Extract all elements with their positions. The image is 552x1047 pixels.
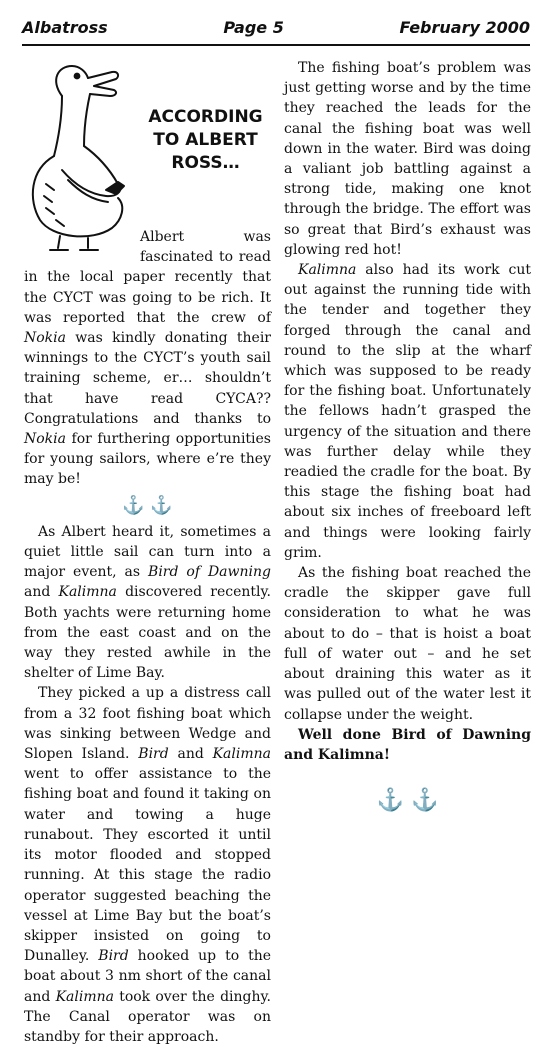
left-column <box>24 60 271 1047</box>
boat-name: Kalimna <box>212 746 271 763</box>
article-title: ACCORDING TO ALBERT ROSS… <box>148 107 263 173</box>
albatross-illustration <box>22 60 134 252</box>
closing-line: Well done Bird of Dawning and Kalimna! <box>284 726 531 763</box>
intro-paragraph <box>24 227 271 490</box>
text-run: hooked up to the boat about 3 nm short of the canal and <box>24 948 271 1005</box>
paragraph-4: The fishing boat’s problem was just getting worse and by the time they reached the leads for the canal the fishing boat was well down in the water. Bird was doing a valiant job battling against a strong tide, making one knot through the bridge. The effort was so great that Bird’s exhaust was glowing red hot! <box>284 60 531 258</box>
boat-name: Kalimna <box>58 584 117 601</box>
text-run: discovered recently. Both yachts were returning home from the east coast and on the way they rested awhile in the shelter of Lime Bay. <box>24 584 271 682</box>
paragraph-6: As the fishing boat reached the cradle the skipper gave full consideration to what he was about to do – that is hoist a boat full of water out – and he set about draining this water as it was pulled out of the water lest it collapse under the weight. <box>284 565 531 723</box>
paragraph-2 <box>24 522 271 684</box>
boat-name: Nokia <box>24 431 66 448</box>
boat-name: Kalimna <box>298 262 357 279</box>
text-run: went to offer assistance to the fishing boat and found it taking on water and towing a huge runabout. They escorted it until its motor flooded and stopped running. At this stage the radio operator suggested beaching the vessel at Lime Bay but the boat’s skipper insisted on going to Dunalley. <box>24 766 271 965</box>
text-run: As Albert heard it, sometimes a quiet little sail can turn into a major event, as <box>24 523 271 581</box>
newsletter-name: Albatross <box>22 18 108 37</box>
header-rule <box>22 44 530 46</box>
boat-name: Bird of Dawning <box>148 564 271 581</box>
text-run: also had its work cut out against the running tide with the tender and together they forged through the canal and round to the slip at the wharf which was supposed to be ready for the fishing boat. Unfortunately the fellows hadn’t grasped the urgency of the situation and there was further delay while they readied the cradle for the boat. By this stage the fishing boat had about six inches of freeboard left and things were looking fairly grim. <box>284 262 531 561</box>
text-run: They picked a up a distress call from a 32 foot fishing boat which was sinking between Wedge and Slopen Island. <box>24 685 271 763</box>
page-number: Page 5 <box>223 18 284 37</box>
paragraph-5 <box>284 260 531 563</box>
albatross-cartoon-icon <box>22 60 134 252</box>
text-run: Albert was fascinated to read in the local paper recently that the CYCT was going to be rich. It was reported that the crew of <box>24 229 271 326</box>
anchor-separator: ⚓ ⚓ <box>122 494 173 516</box>
page-header <box>22 18 530 37</box>
text-run: for furthering opportunities for young sailors, where e’re they may be! <box>24 431 271 488</box>
text-run: and <box>168 746 213 763</box>
boat-name: Nokia <box>24 330 66 347</box>
paragraph-3 <box>24 683 271 1047</box>
issue-date: February 2000 <box>399 18 530 37</box>
boat-name: Kalimna <box>55 988 114 1005</box>
boat-name: Bird <box>138 746 169 763</box>
text-run: and <box>24 584 59 601</box>
text-run: was kindly donating their winnings to the CYCT’s youth sail training scheme, er… shouldn’t that have read CYCA?? Congratulations and thanks to <box>24 330 271 427</box>
text-run: took over the dinghy. The Canal operator was on standby for their approach. <box>24 988 272 1045</box>
end-anchor-separator: ⚓ ⚓ <box>376 788 439 814</box>
right-column <box>284 58 531 817</box>
boat-name: Bird <box>98 948 129 965</box>
